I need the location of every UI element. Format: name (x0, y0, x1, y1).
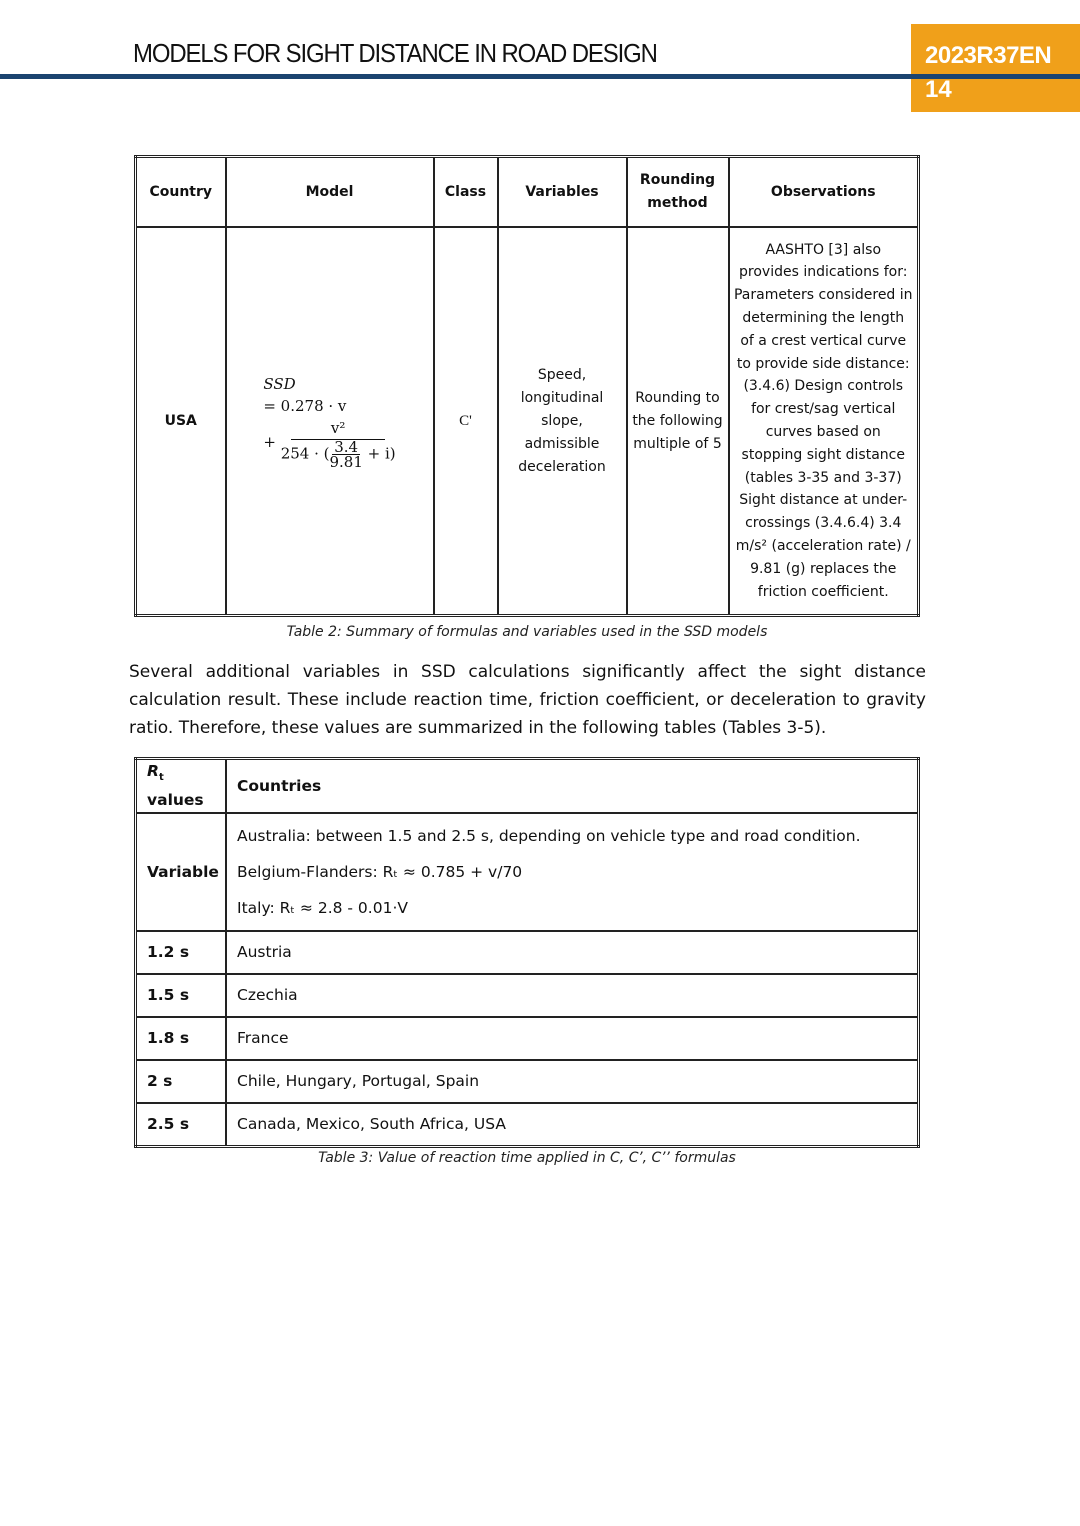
running-header-title: MODELS FOR SIGHT DISTANCE IN ROAD DESIGN (133, 38, 657, 68)
formula-line2: = 0.278 · v (263, 397, 347, 415)
rt-symbol: R (147, 762, 159, 780)
col-model: Model (226, 157, 434, 228)
cell-countries: Canada, Mexico, South Africa, USA (226, 1103, 919, 1146)
formula-plus: + (263, 433, 276, 451)
page-number: 14 (925, 76, 952, 103)
table-row (136, 813, 919, 931)
ssd-formula (263, 373, 395, 469)
col-class: Class (434, 157, 498, 228)
table-row (136, 1017, 919, 1060)
col-countries: Countries (226, 759, 919, 814)
table-header-row (136, 157, 919, 228)
table-row (136, 931, 919, 974)
cell-rt: 2 s (136, 1060, 227, 1103)
table3-caption: Table 3: Value of reaction time applied in C, C’, C’’ formulas (318, 1150, 736, 1166)
formula-den-a: 254 · ( (280, 444, 330, 463)
table-row (136, 1103, 919, 1146)
col-country: Country (136, 157, 226, 228)
cell-countries: Czechia (226, 974, 919, 1017)
report-code: 2023R37EN (925, 42, 1052, 69)
variable-line: Australia: between 1.5 and 2.5 s, depending on vehicle type and road condition. (237, 827, 861, 846)
cell-country: USA (136, 227, 226, 616)
cell-rt: 1.5 s (136, 974, 227, 1017)
table2-caption: Table 2: Summary of formulas and variables used in the SSD models (286, 624, 768, 640)
cell-countries: Chile, Hungary, Portugal, Spain (226, 1060, 919, 1103)
rt-label: values (147, 791, 204, 810)
formula-den-den: 9.81 (329, 453, 363, 471)
table-row (136, 227, 919, 616)
cell-countries: France (226, 1017, 919, 1060)
col-rounding-label: Rounding method (639, 172, 716, 211)
col-rounding (627, 157, 729, 228)
formula-fraction (281, 417, 396, 469)
formula-numerator: v² (291, 417, 386, 440)
formula-den-num: 3.4 (334, 438, 359, 456)
table-row (136, 1060, 919, 1103)
rt-subscript: t (158, 772, 164, 784)
formula-den-b: + i) (367, 444, 396, 463)
cell-model (226, 227, 434, 616)
col-rt-values (136, 759, 227, 814)
table-header-row (136, 759, 919, 814)
header-rule (0, 74, 1080, 79)
col-observations: Observations (729, 157, 919, 228)
variable-line: Italy: Rₜ ≈ 2.8 - 0.01·V (237, 899, 408, 918)
cell-rt: 1.2 s (136, 931, 227, 974)
cell-variables: Speed, longitudinal slope, admissible deceleration (498, 227, 627, 616)
cell-rounding: Rounding to the following multiple of 5 (627, 227, 729, 616)
cell-rt: 1.8 s (136, 1017, 227, 1060)
col-variables: Variables (498, 157, 627, 228)
variable-line: Belgium-Flanders: Rₜ ≈ 0.785 + v/70 (237, 863, 523, 882)
cell-observations: AASHTO [3] also provides indications for: Parameters considered in determining the length of a crest vertical curve to provide side distance: (3.4.6) Design controls for crest/sag vertical curves based on stopping sight distance (tables 3-35 and 3-37) Sight distance at under-crossings (3.4.6.4) 3.4 m/s² (acceleration rate) / 9.81 (g) replaces the friction coefficient. (729, 227, 919, 616)
cell-variable-countries (226, 813, 919, 931)
cell-countries: Austria (226, 931, 919, 974)
cell-variable: Variable (136, 813, 227, 931)
body-paragraph: Several additional variables in SSD calculations significantly affect the sight distance calculation result. These include reaction time, friction coefficient, or deceleration to gravity ratio. Therefore, these values are summarized in the following tables (Tables 3-5). (129, 662, 926, 738)
formula-line1: SSD (263, 375, 296, 393)
table-row (136, 974, 919, 1017)
cell-rt: 2.5 s (136, 1103, 227, 1146)
reaction-time-table (134, 757, 920, 1148)
ssd-models-table (134, 155, 920, 617)
cell-class: C' (434, 227, 498, 616)
